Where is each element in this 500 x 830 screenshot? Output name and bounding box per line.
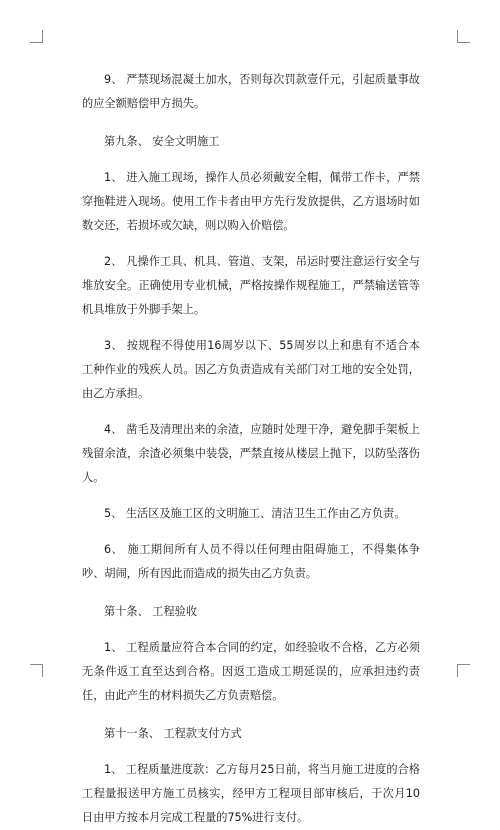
crop-mark-bottom-left [30, 664, 43, 677]
clause-payment-1: 1、 工程质量进度款：乙方每月25日前，将当月施工进度的合格工程量报送甲方施工员核实，经甲方工程项目部审核后，于次月10日由甲方按本月完成工程量的75%进行支付。 [82, 763, 420, 824]
article-9-heading: 第九条、 安全文明施工 [104, 135, 220, 148]
clause-acceptance-1: 1、 工程质量应符合本合同的约定，如经验收不合格，乙方必须无条件返工直至达到合格。因返工造成工期延误的，应承担违约责任，由此产生的材料损失乙方负责赔偿。 [82, 641, 420, 702]
clause-safety-6: 6、 施工期间所有人员不得以任何理由阻碍施工，不得集体争吵、胡闹，所有因此而造成的损失由乙方负责。 [82, 543, 420, 580]
document-body [82, 68, 420, 830]
clause-safety-2: 2、 凡操作工具、机具、管道、支架，吊运时要注意运行安全与堆放安全。正确使用专业机械，严格按操作规程施工，严禁输送管等机具堆放于外脚手架上。 [82, 255, 420, 316]
article-10-heading: 第十条、 工程验收 [104, 605, 198, 618]
clause-safety-3: 3、 按规程不得使用16周岁以下、55周岁以上和患有不适合本工种作业的残疾人员。因乙方负责造成有关部门对工地的安全处罚，由乙方承担。 [82, 339, 420, 400]
clause-safety-5: 5、 生活区及施工区的文明施工、清洁卫生工作由乙方负责。 [104, 507, 406, 520]
clause-safety-1: 1、 进入施工现场，操作人员必须戴安全帽，佩带工作卡，严禁穿拖鞋进入现场。使用工作卡者由甲方先行发放提供，乙方退场时如数交还，若损坏或欠缺，则以购入价赔偿。 [82, 171, 420, 232]
crop-mark-top-left [30, 30, 43, 43]
clause-safety-4: 4、 凿毛及清理出来的余渣，应随时处理干净，避免脚手架板上残留余渣，余渣必须集中装袋，严禁直接从楼层上抛下，以防坠落伤人。 [82, 423, 420, 484]
article-11-heading: 第十一条、 工程款支付方式 [104, 727, 242, 740]
crop-mark-top-right [457, 30, 470, 43]
crop-mark-bottom-right [457, 664, 470, 677]
clause-9-9: 9、 严禁现场混凝土加水，否则每次罚款壹仟元，引起质量事故的应全额赔偿甲方损失。 [82, 73, 420, 110]
